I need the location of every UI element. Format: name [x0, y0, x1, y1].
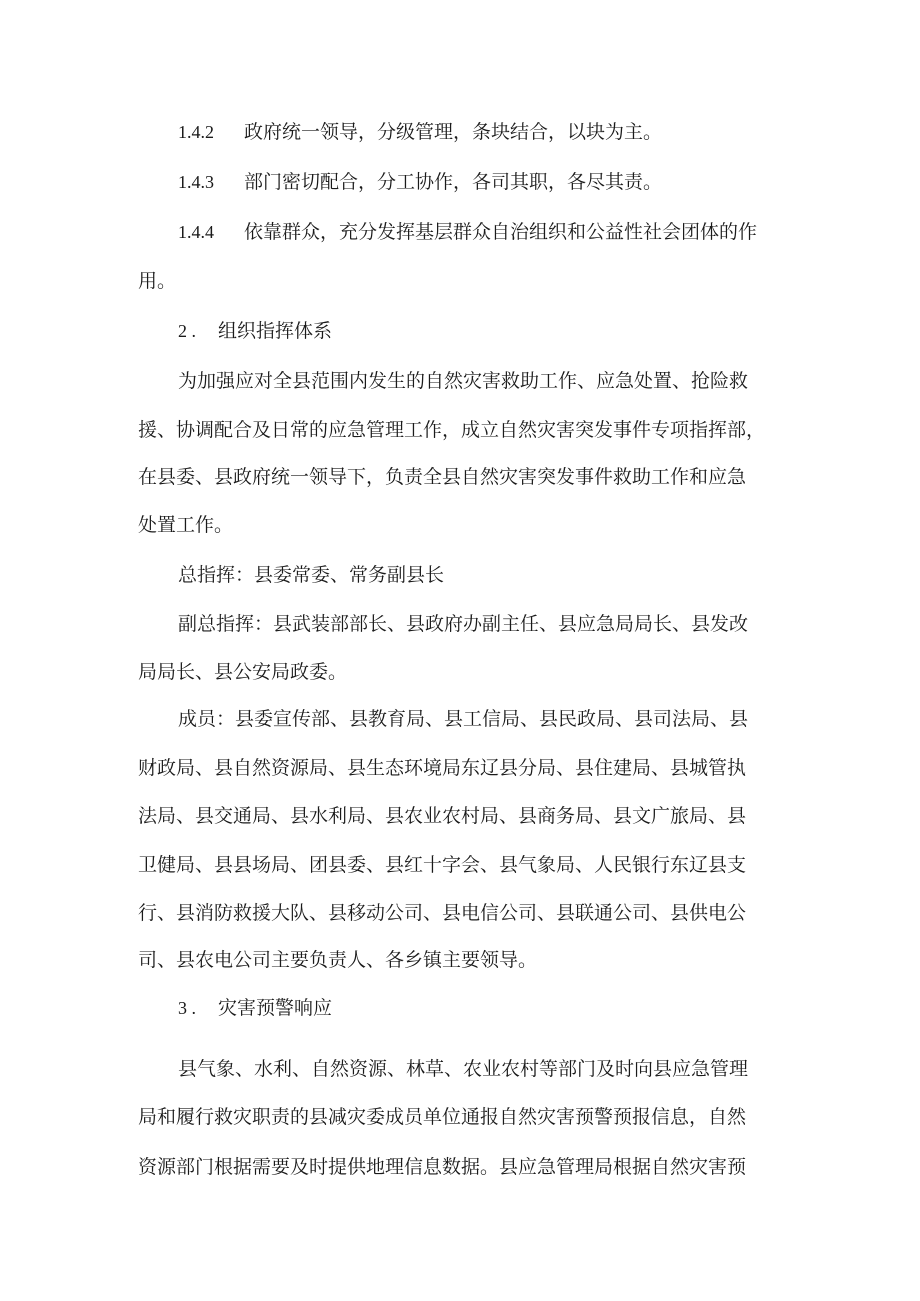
- subsection-text: 部门密切配合，分工协作，各司其职，各尽其责。: [244, 171, 663, 193]
- members-line: 法局、县交通局、县水利局、县农业农村局、县商务局、县文广旅局、县: [138, 805, 747, 827]
- members-line: 财政局、县自然资源局、县生态环境局东辽县分局、县住建局、县城管执: [138, 757, 747, 779]
- members-line: 卫健局、县县场局、团县委、县红十字会、县气象局、人民银行东辽县支: [138, 854, 747, 876]
- subsection-text: 政府统一领导，分级管理，条块结合，以块为主。: [244, 121, 663, 143]
- intro-paragraph-line: 在县委、县政府统一领导下，负责全县自然灾害突发事件救助工作和应急: [138, 466, 747, 488]
- warning-paragraph-line: 县气象、水利、自然资源、林草、农业农村等部门及时向县应急管理: [178, 1058, 749, 1080]
- subsection-1-4-3: [178, 170, 662, 194]
- members-line: 成员：县委宣传部、县教育局、县工信局、县民政局、县司法局、县: [178, 708, 749, 730]
- section-number: 3 .: [178, 998, 196, 1018]
- subsection-number: 1.4.2: [178, 122, 214, 142]
- subsection-1-4-4-continued: 用。: [138, 270, 177, 292]
- intro-paragraph-line: 为加强应对全县范围内发生的自然灾害救助工作、应急处置、抢险救: [178, 370, 749, 392]
- warning-paragraph-line: 资源部门根据需要及时提供地理信息数据。县应急管理局根据自然灾害预: [138, 1156, 747, 1178]
- subsection-1-4-4: [178, 220, 757, 244]
- subsection-number: 1.4.3: [178, 172, 214, 192]
- section-number: 2 .: [178, 321, 196, 341]
- subsection-number: 1.4.4: [178, 222, 214, 242]
- section-heading-3: [178, 996, 332, 1020]
- subsection-1-4-2: [178, 120, 662, 144]
- deputy-commander-line: 局局长、县公安局政委。: [138, 661, 348, 683]
- members-line: 行、县消防救援大队、县移动公司、县电信公司、县联通公司、县供电公: [138, 902, 747, 924]
- section-title: 灾害预警响应: [218, 997, 333, 1019]
- warning-paragraph-line: 局和履行救灾职责的县减灾委成员单位通报自然灾害预警预报信息，自然: [138, 1106, 747, 1128]
- members-line: 司、县农电公司主要负责人、各乡镇主要领导。: [138, 949, 538, 971]
- commander-line: 总指挥：县委常委、常务副县长: [178, 564, 445, 586]
- section-title: 组织指挥体系: [218, 320, 333, 342]
- intro-paragraph-line: 处置工作。: [138, 514, 234, 536]
- intro-paragraph-line: 援、协调配合及日常的应急管理工作，成立自然灾害突发事件专项指挥部，: [138, 419, 766, 441]
- deputy-commander-line: 副总指挥：县武装部部长、县政府办副主任、县应急局局长、县发改: [178, 613, 749, 635]
- section-heading-2: [178, 319, 332, 343]
- subsection-text: 依靠群众，充分发挥基层群众自治组织和公益性社会团体的作: [244, 221, 758, 243]
